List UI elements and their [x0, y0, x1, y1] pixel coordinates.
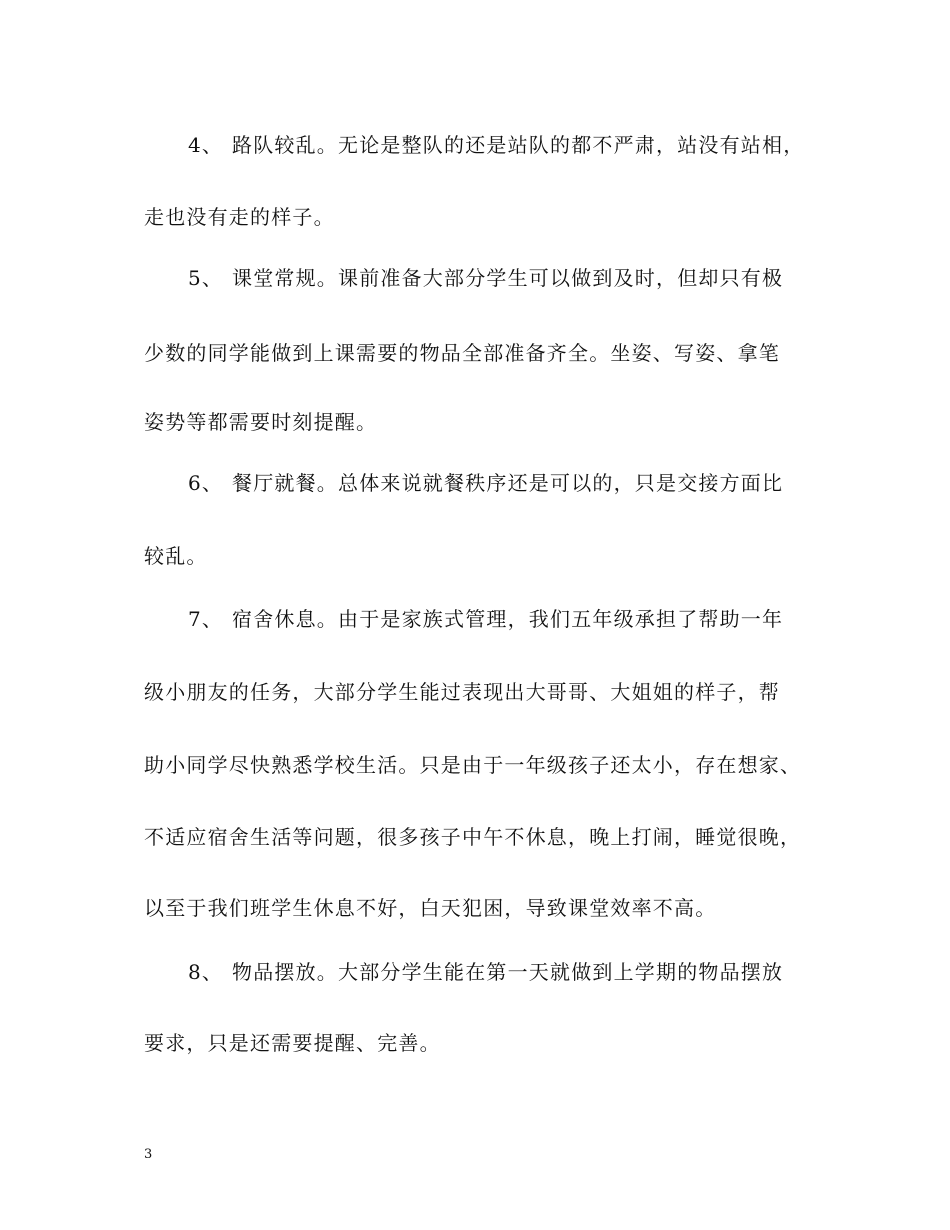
paragraph-text: 不适应宿舍生活等问题，很多孩子中午不休息，晚上打闹，睡觉很晚， [144, 825, 802, 849]
paragraph-text: 助小同学尽快熟悉学校生活。只是由于一年级孩子还太小，存在想家、 [144, 753, 802, 777]
item-number: 5、 [188, 266, 224, 290]
paragraph-text: 少数的同学能做到上课需要的物品全部准备齐全。坐姿、写姿、拿笔 [144, 341, 780, 365]
paragraph-text: 较乱。 [144, 544, 208, 568]
item-number: 6、 [188, 471, 224, 495]
paragraph-text: 级小朋友的任务，大部分学生能过表现出大哥哥、大姐姐的样子，帮 [144, 680, 780, 704]
item-number: 4、 [188, 133, 224, 157]
paragraph-text: 路队较乱。无论是整队的还是站队的都不严肃，站没有站相， [232, 133, 805, 157]
paragraph-text: 姿势等都需要时刻提醒。 [144, 410, 378, 434]
paragraph-text: 课堂常规。课前准备大部分学生可以做到及时，但却只有极 [232, 266, 784, 290]
paragraph-text: 物品摆放。大部分学生能在第一天就做到上学期的物品摆放 [232, 960, 784, 984]
item-number: 7、 [188, 607, 224, 631]
paragraph-text: 以至于我们班学生休息不好，白天犯困，导致课堂效率不高。 [144, 896, 717, 920]
item-number: 8、 [188, 960, 224, 984]
paragraph-text: 宿舍休息。由于是家族式管理，我们五年级承担了帮助一年 [232, 607, 784, 631]
paragraph-text: 要求，只是还需要提醒、完善。 [144, 1031, 441, 1055]
paragraph-text: 走也没有走的样子。 [144, 205, 335, 229]
page-number: 3 [144, 1147, 153, 1162]
paragraph-text: 餐厅就餐。总体来说就餐秩序还是可以的，只是交接方面比 [232, 471, 784, 495]
